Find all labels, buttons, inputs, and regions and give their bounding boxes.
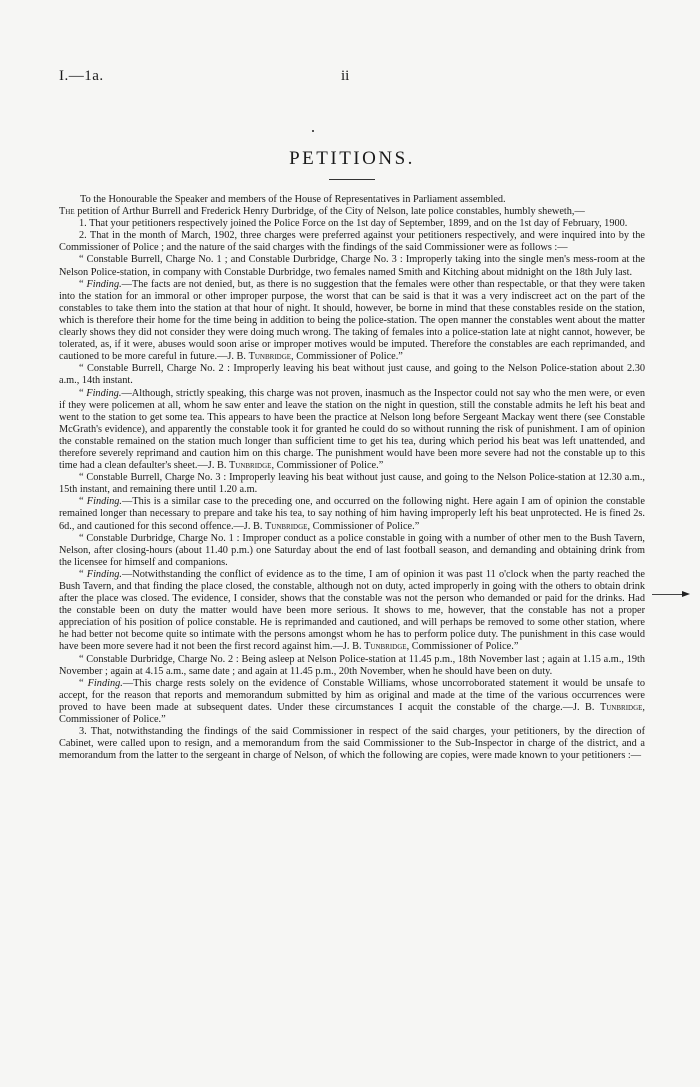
margin-arrow-icon	[682, 591, 690, 597]
petition-body	[59, 194, 645, 762]
signature-name: Tunbridge	[228, 460, 272, 472]
title-rule	[329, 179, 375, 180]
signature-name: Tunbridge	[364, 641, 407, 653]
paper-reference: I.—1a.	[59, 68, 104, 84]
charge-4: “ Constable Durbridge, Charge No. 1 : Improper conduct as a police constable in going with a number of other men to the Bush Tavern, Nelson, after closing-hours (about 11.40 p.m.) one Saturday about the end of last football season, and demanding and obtaining drink from the licensee for himself and companions.	[59, 532, 645, 568]
intro-paragraph	[59, 206, 645, 218]
page-header	[59, 68, 645, 90]
paragraph-1: 1. That your petitioners respectively joined the Police Force on the 1st day of September, 1899, and on the 1st day of February, 1900.	[79, 218, 628, 230]
finding-label: Finding.	[86, 568, 122, 580]
finding-1: “ Finding.—The facts are not denied, but, as there is no suggestion that the females were other than respectable, or that they were taken into the station for an immoral or other improper purpose, the worst that can be said is that it was a very indiscreet act on the part of the constables to take them into the station at that hour of night. It should, however, be borne in mind that these constables reside on the station, which is therefore their home for the time being in addition to being the police-station. The open manner the constables went about the matter clearly shows they did not consider they were doing much wrong. The taking of females into a police-station late at night cannot, however, be tolerated, as, if it were, abuses would soon arise or improper motives would be imputed. Therefore the constables are each reprimanded, and cautioned to be more careful in future.—J. B. Tunbridge, Commissioner of Police.”	[59, 278, 645, 363]
signature-name: Tunbridge	[264, 520, 308, 532]
signature-name: Tunbridge	[599, 701, 643, 713]
margin-dash	[652, 594, 682, 595]
address-paragraph: To the Honourable the Speaker and members of the House of Representatives in Parliament assembled.	[80, 194, 506, 205]
finding-label: Finding.	[87, 677, 123, 689]
finding-4: “ Finding.—Notwithstanding the conflict of evidence as to the time, I am of opinion it was past 11 o'clock when the party reached the Bush Tavern, and that finding the place closed, the constable, although not on duty, acted improperly in going with the others to obtain drink after the place was closed. The evidence, I consider, shows that the constable was not the person who demanded or paid for the drinks. Had the constable been on duty the matter would have been more serious. It shows to me, however, that the constable has not a proper appreciation of his position of police constable. He is reprimanded and cautioned, and will perhaps be removed to some other station, where he had better not become quite so intimate with the persons amongst whom he has to perform police duty. The punishment in this case would have been more severe had it not been the first record against him.—J. B. Tunbridge, Commissioner of Police.”	[59, 568, 645, 653]
signature-name: Tunbridge	[248, 351, 292, 363]
intro-lead: The	[59, 206, 75, 218]
intro-text: petition of Arthur Burrell and Frederick Henry Durbridge, of the City of Nelson, late police constables, humbly sheweth,—	[74, 206, 585, 218]
paragraph-2: 2. That in the month of March, 1902, three charges were preferred against your petitioners respectively, and were inquired into by the Commissioner of Police ; and the nature of the said charges with the findings of the said Commissioner were as follows :—	[59, 230, 645, 254]
charge-2: “ Constable Burrell, Charge No. 2 : Improperly leaving his beat without just cause, and going to the Nelson Police-station about 2.30 a.m., 14th instant.	[59, 363, 645, 387]
finding-label: Finding.	[86, 387, 122, 399]
finding-label: Finding.	[86, 278, 122, 290]
paragraph-3: 3. That, notwithstanding the findings of the said Commissioner in respect of the said charges, your petitioners, by the direction of Cabinet, were called upon to resign, and a memorandum from the said Commissioner to the Sub-Inspector in charge of the district, and a memorandum from the latter to the sergeant in charge of Nelson, of which the following are copies, were made known to your petitioners :—	[59, 726, 645, 762]
finding-label: Finding.	[86, 496, 122, 508]
decorative-mark	[312, 130, 314, 132]
finding-5: “ Finding.—This charge rests solely on the evidence of Constable Williams, whose uncorroborated statement it would be unsafe to accept, for the reason that reports and memorandum submitted by him as original and made at the time of the various occurrences were proved to have been made at subsequent dates. Under these circumstances I acquit the constable of the charge.—J. B. Tunbridge, Commissioner of Police.”	[59, 677, 645, 726]
document-page	[59, 68, 645, 762]
page-title: PETITIONS.	[289, 148, 415, 169]
charge-5: “ Constable Durbridge, Charge No. 2 : Being asleep at Nelson Police-station at 11.45 p.m., 18th November last ; again at 1.15 a.m., 19th November ; again at 4.15 a.m., same date ; and again at 11.45 p.m., 20th November, when he should have been on duty.	[59, 653, 645, 677]
charge-3: “ Constable Burrell, Charge No. 3 : Improperly leaving his beat without just cause, and going to the Nelson Police-station at 12.30 a.m., 15th instant, and remaining there until 1.20 a.m.	[59, 472, 645, 496]
page-number: ii	[341, 68, 350, 84]
finding-3: “ Finding.—This is a similar case to the preceding one, and occurred on the following night. Here again I am of opinion the constable remained longer than necessary to prepare and take his tea, to say nothing of him having improperly left his beat unprotected. He is fined 2s. 6d., and cautioned for this second offence.—J. B. Tunbridge, Commissioner of Police.”	[59, 496, 645, 532]
finding-2: “ Finding.—Although, strictly speaking, this charge was not proven, inasmuch as the Inspector could not say who the men were, or even if they were policemen at all, whom he saw enter and leave the station on the night in question, still the constable admits he left his beat and went to the station to get some tea. This appears to have been the practice at Nelson long before Sergeant Mackay went there (see Constable McGrath's evidence), and apparently the constable took it for granted he could do so without running the risk of punishment. I am of opinion the constable remained on the station much longer than sufficient time to get his tea, during which period his beat was left unattended, and therefore severely reprimand and caution him on this charge. The punishment would have been more severe had not the constable up to this time had a clean defaulter's sheet.—J. B. Tunbridge, Commissioner of Police.”	[59, 387, 645, 472]
charge-1: “ Constable Burrell, Charge No. 1 ; and Constable Durbridge, Charge No. 3 : Improperly taking into the single men's mess-room at the Nelson Police-station, in company with Constable Durbridge, two females named Smith and Kitching about midnight on the 18th July last.	[59, 254, 645, 278]
